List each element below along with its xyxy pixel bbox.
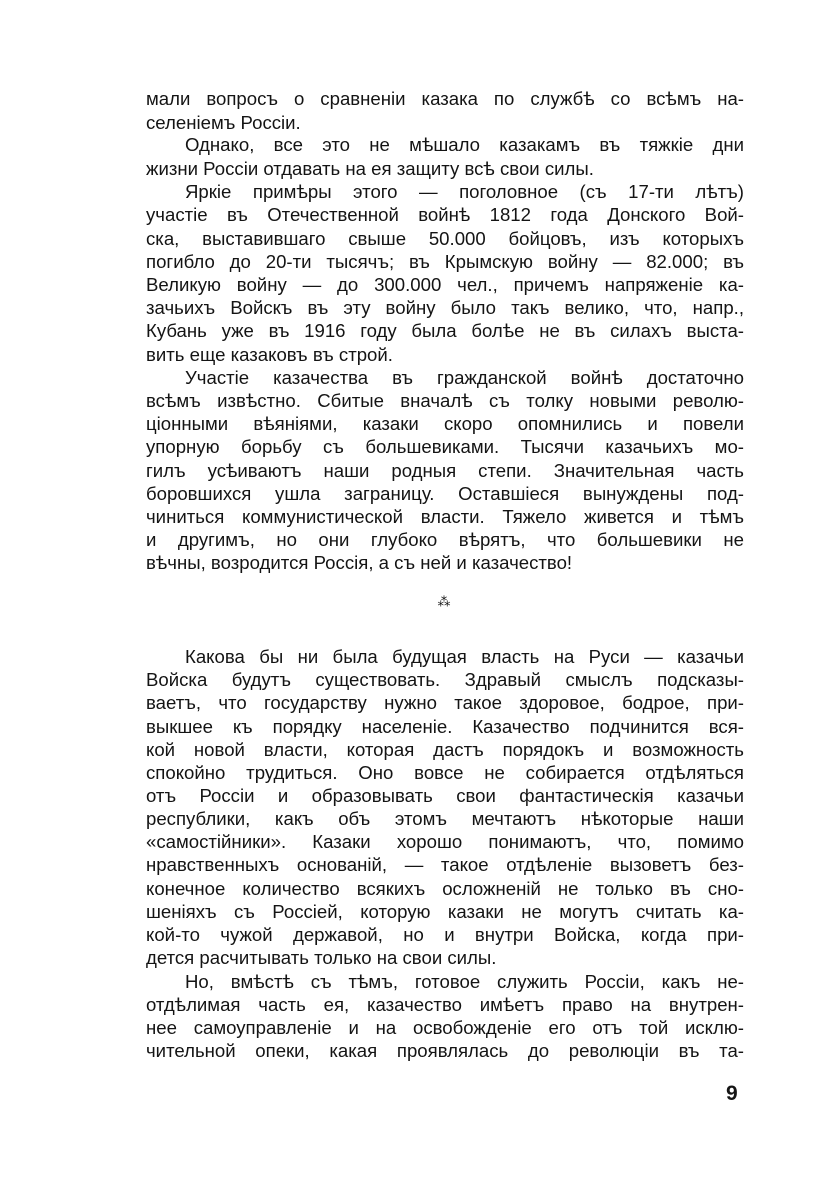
text-line: конечное количество всякихъ осложненій не только въ сно- <box>146 878 744 899</box>
text-line: жизни Россіи отдавать на ея защиту всѣ свои силы. <box>146 158 594 179</box>
text-line: Войска будутъ существовать. Здравый смыслъ подсказы- <box>146 669 744 690</box>
text-line: погибло до 20-ти тысячъ; въ Крымскую войну — 82.000; въ <box>146 251 744 272</box>
page-number: 9 <box>726 1082 738 1105</box>
text-line: кой-то чужой державой, но и внутри Войска, когда при- <box>146 924 744 945</box>
text-line: Участіе казачества въ гражданской войнѣ достаточно <box>185 367 744 388</box>
text-line: спокойно трудиться. Оно вовсе не собирается отдѣляться <box>146 762 744 783</box>
text-line: республики, какъ объ этомъ мечтаютъ нѣкоторые наши <box>146 808 744 829</box>
text-line: выкшее къ порядку населеніе. Казачество подчинится вся- <box>146 716 744 737</box>
text-line: селеніемъ Россіи. <box>146 112 301 133</box>
text-line: нравственныхъ основаній, — такое отдѣленіе вызоветъ без- <box>146 854 744 875</box>
text-line: «самостійники». Казаки хорошо понимаютъ, что, помимо <box>146 831 744 852</box>
text-line: чительной опеки, какая проявлялась до революціи въ та- <box>146 1040 744 1061</box>
text-line: вѣчны, возродится Россія, а съ ней и казачество! <box>146 552 573 573</box>
text-line: Яркіе примѣры этого — поголовное (съ 17-ти лѣтъ) <box>185 181 744 202</box>
text-line: отъ Россіи и образовывать свои фантастическія казачьи <box>146 785 744 806</box>
text-line: Но, вмѣстѣ съ тѣмъ, готовое служить Россіи, какъ не- <box>185 971 744 992</box>
text-line: ска, выставившаго свыше 50.000 бойцовъ, изъ которыхъ <box>146 228 744 249</box>
section-separator: ⁂ <box>437 594 451 609</box>
text-line: зачьихъ Войскъ въ эту войну было такъ велико, что, напр., <box>146 297 744 318</box>
text-line: Кубань уже въ 1916 году была болѣе не въ силахъ выста- <box>146 320 744 341</box>
text-line: шеніяхъ съ Россіей, которую казаки не могутъ считать ка- <box>146 901 744 922</box>
text-line: гилъ усѣиваютъ наши родныя степи. Значительная часть <box>146 460 744 481</box>
text-line: Какова бы ни была будущая власть на Руси — казачьи <box>185 646 744 667</box>
text-line: Великую войну — до 300.000 чел., причемъ напряженіе ка- <box>146 274 744 295</box>
text-line: Однако, все это не мѣшало казакамъ въ тяжкіе дни <box>185 134 744 155</box>
text-line: ваетъ, что государству нужно такое здоровое, бодрое, при- <box>146 692 744 713</box>
text-line: отдѣлимая часть ея, казачество имѣетъ право на внутрен- <box>146 994 744 1015</box>
text-line: чиниться коммунистической власти. Тяжело живется и тѣмъ <box>146 506 744 527</box>
text-line: боровшихся ушла заграницу. Оставшіеся вынуждены под- <box>146 483 744 504</box>
text-line: всѣмъ извѣстно. Сбитые вначалѣ съ толку новыми револю- <box>146 390 744 411</box>
text-line: нее самоуправленіе и на освобожденіе его отъ той исклю- <box>146 1017 744 1038</box>
text-line: ціонными вѣяніями, казаки скоро опомнились и повели <box>146 413 744 434</box>
text-line: участіе въ Отечественной войнѣ 1812 года Донского Вой- <box>146 204 744 225</box>
text-line: кой новой власти, которая дастъ порядокъ и возможность <box>146 739 744 760</box>
text-line: и другимъ, но они глубоко вѣрятъ, что большевики не <box>146 529 744 550</box>
text-line: мали вопросъ о сравненіи казака по службѣ со всѣмъ на- <box>146 88 744 109</box>
text-line: вить еще казаковъ въ строй. <box>146 344 393 365</box>
text-line: дется расчитывать только на свои силы. <box>146 947 497 968</box>
text-line: упорную борьбу съ большевиками. Тысячи казачьихъ мо- <box>146 436 744 457</box>
